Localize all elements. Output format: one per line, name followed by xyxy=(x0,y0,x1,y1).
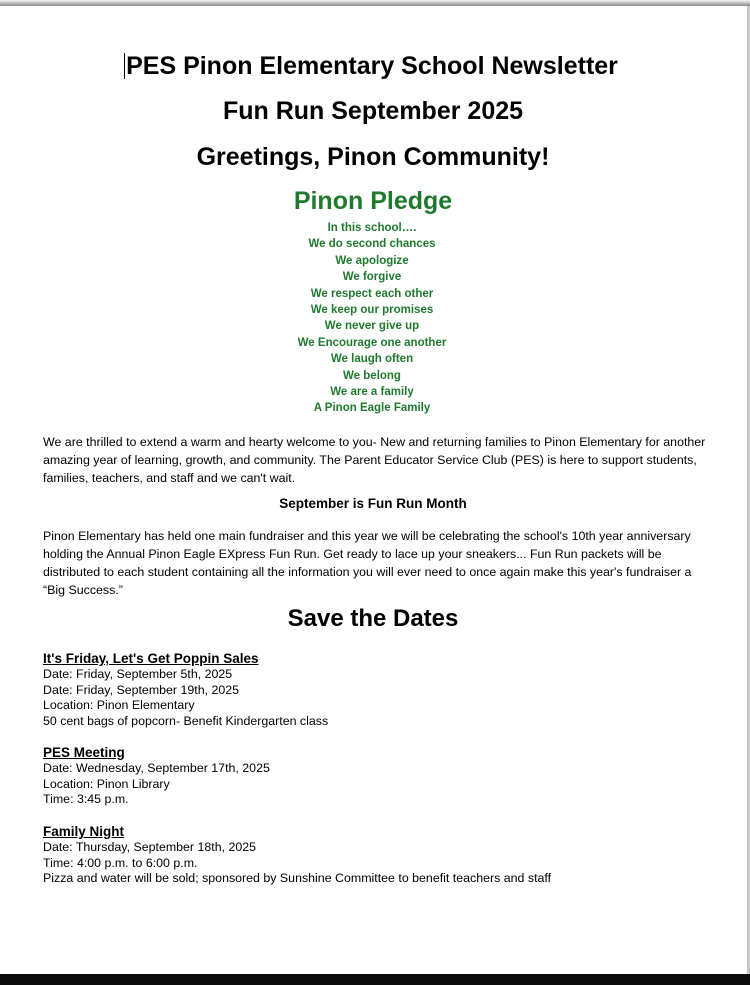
event-detail: Time: 3:45 p.m. xyxy=(43,792,129,807)
event-poppin-sales xyxy=(43,650,723,729)
pledge-title: Pinon Pledge xyxy=(293,187,453,215)
event-family-night xyxy=(43,823,723,887)
pledge-line: We respect each other xyxy=(310,287,434,300)
pledge-line: We do second chances xyxy=(308,238,436,251)
event-detail: Time: 4:00 p.m. to 6:00 p.m. xyxy=(43,855,198,870)
pledge-line: We Encourage one another xyxy=(297,336,447,349)
event-name: It's Friday, Let's Get Poppin Sales xyxy=(43,651,259,666)
newsletter-title xyxy=(0,52,746,81)
pledge-line: We apologize xyxy=(335,254,409,267)
event-detail: Date: Thursday, September 18th, 2025 xyxy=(43,840,257,854)
event-name: Family Night xyxy=(43,824,125,839)
fun-run-heading: September is Fun Run Month xyxy=(279,496,467,511)
pledge-list xyxy=(0,220,747,417)
intro-paragraph: We are thrilled to extend a warm and hearty welcome to you- New and returning families to Pinon Elementary for another amazing year of learning, growth, and community. The Parent Educator Service Club (PES) is here to support students, families, teachers, and staff and we can't wait. xyxy=(43,435,706,485)
event-detail: 50 cent bags of popcorn- Benefit Kindergarten class xyxy=(43,713,329,728)
pledge-line: We belong xyxy=(343,369,401,382)
pledge-line: We never give up xyxy=(324,320,420,333)
event-detail: Date: Friday, September 19th, 2025 xyxy=(43,682,240,697)
event-detail: Pizza and water will be sold; sponsored by Sunshine Committee to benefit teachers and staff xyxy=(43,871,552,886)
event-detail: Location: Pinon Library xyxy=(43,776,170,791)
save-the-dates-heading: Save the Dates xyxy=(287,605,459,632)
window-top-edge xyxy=(0,0,750,6)
newsletter-subtitle: Fun Run September 2025 xyxy=(222,97,524,125)
event-detail: Date: Friday, September 5th, 2025 xyxy=(43,667,233,681)
event-pes-meeting xyxy=(43,744,723,808)
window-bottom-edge xyxy=(0,974,750,985)
event-name: PES Meeting xyxy=(43,745,125,760)
pledge-line: We laugh often xyxy=(330,353,414,366)
event-detail: Date: Wednesday, September 17th, 2025 xyxy=(43,761,270,775)
newsletter-title-text: PES Pinon Elementary School Newsletter xyxy=(126,52,618,80)
event-detail: Location: Pinon Elementary xyxy=(43,698,195,713)
pledge-line: We forgive xyxy=(342,271,402,284)
pledge-line: We keep our promises xyxy=(310,304,434,317)
fun-run-paragraph: Pinon Elementary has held one main fundraiser and this year we will be celebrating the school's 10th year anniversary holding the Annual Pinon Eagle EXpress Fun Run. Get ready to lace up your sneakers... Fun Run packets will be distributed to each student containing all the information you will ever need to once again make this year's fundraiser a “Big Success.” xyxy=(43,529,692,597)
text-cursor xyxy=(124,53,125,79)
pledge-line: In this school…. xyxy=(327,222,417,234)
pledge-line: A Pinon Eagle Family xyxy=(313,402,431,415)
greeting-heading: Greetings, Pinon Community! xyxy=(196,143,550,171)
pledge-line: We are a family xyxy=(330,386,414,399)
